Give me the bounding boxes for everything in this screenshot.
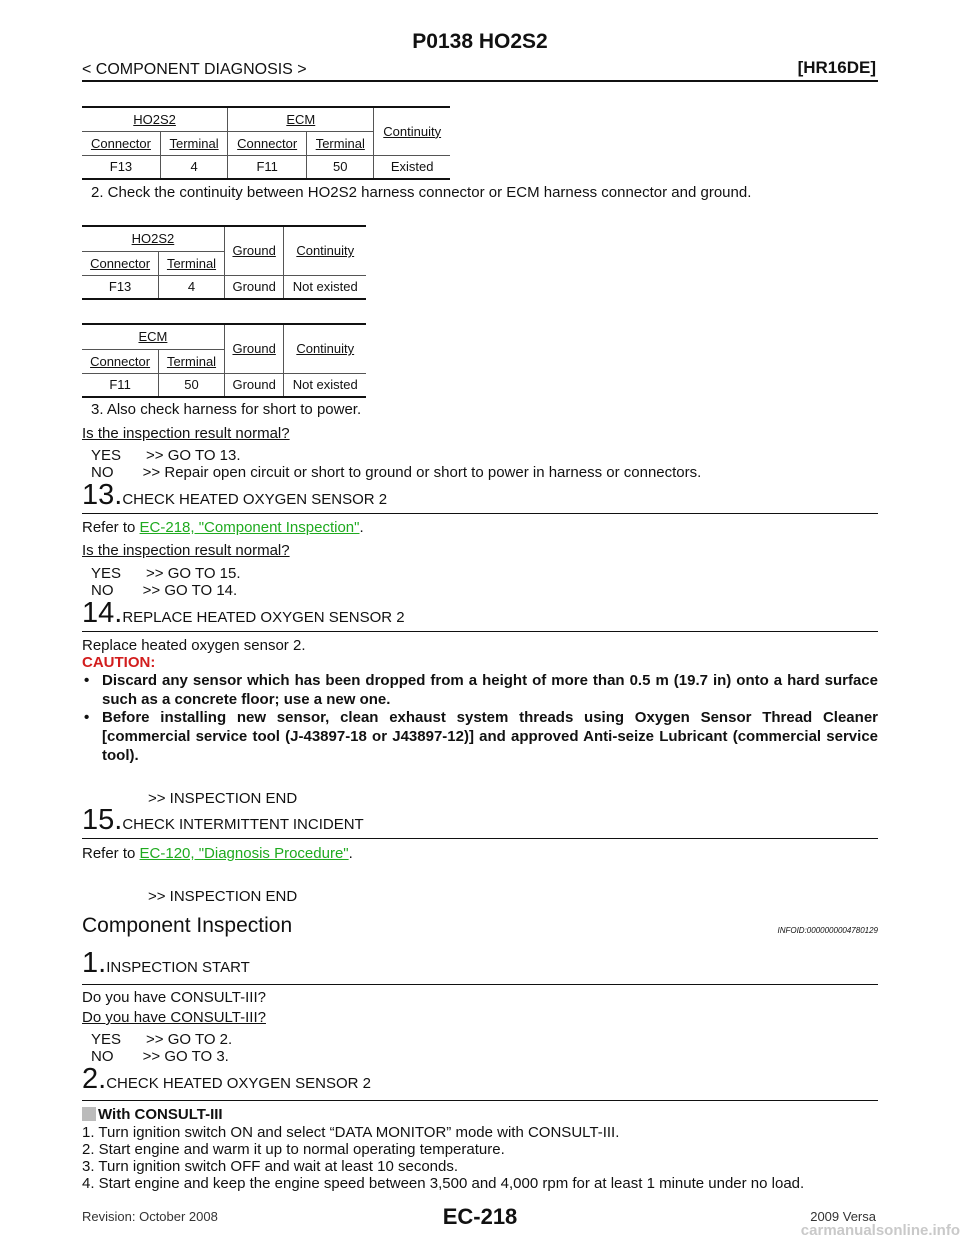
info-id: INFOID:0000000004780129 — [777, 926, 878, 935]
table-cell: 4 — [159, 275, 225, 299]
continuity-table-ho2s2-ground — [82, 225, 366, 300]
section-title: Component Inspection — [82, 914, 293, 937]
table-row — [82, 373, 366, 397]
component-step-2-heading — [82, 1063, 878, 1101]
section-label: < COMPONENT DIAGNOSIS > — [82, 61, 307, 78]
step-3-text: 3. Also check harness for short to power. — [91, 401, 362, 418]
step-13-heading — [82, 479, 878, 514]
step-label: CHECK HEATED OXYGEN SENSOR 2 — [106, 1075, 371, 1092]
refer-prefix: Refer to — [82, 519, 140, 536]
step-14-heading — [82, 597, 878, 632]
table-header-connector: Connector — [82, 131, 160, 155]
consult-question-underlined: Do you have CONSULT-III? — [82, 1009, 266, 1026]
table-header-connector: Connector — [228, 131, 307, 155]
vehicle-model: 2009 Versa — [810, 1209, 876, 1224]
table-cell: F13 — [82, 275, 159, 299]
table-cell: Ground — [224, 373, 284, 397]
refer-suffix: . — [348, 845, 353, 862]
component-step-1-heading — [82, 947, 878, 985]
table-cell: Existed — [390, 159, 434, 175]
table-cell: 4 — [160, 155, 227, 179]
diagnosis-procedure-link[interactable]: EC-120, "Diagnosis Procedure" — [139, 845, 349, 862]
table-cell: Ground — [224, 275, 284, 299]
inspection-question: Is the inspection result normal? — [82, 542, 290, 559]
table-header-ground: Ground — [224, 226, 284, 275]
table-header-continuity: Continuity — [284, 226, 366, 275]
caution-label: CAUTION: — [82, 654, 156, 671]
refer-prefix: Refer to — [82, 845, 140, 862]
bullet-icon: • — [84, 709, 90, 726]
caution-bullet — [84, 708, 878, 765]
inspection-end: >> INSPECTION END — [148, 790, 298, 807]
continuity-table-ho2s2-ecm — [82, 106, 450, 180]
caution-bullet — [84, 671, 878, 709]
with-consult-text: With CONSULT-III — [98, 1106, 223, 1123]
step-number: 14. — [82, 597, 123, 629]
inspection-question: Is the inspection result normal? — [82, 425, 290, 442]
table-cell: Not existed — [292, 279, 358, 295]
table-header-terminal: Terminal — [160, 131, 227, 155]
bullet-icon: • — [84, 672, 90, 689]
header-rule — [82, 80, 878, 82]
table-header-ecm: ECM — [228, 107, 374, 131]
table-header-connector: Connector — [82, 349, 159, 373]
table-cell: F11 — [228, 155, 307, 179]
yes-result: YES >> GO TO 15. — [91, 565, 241, 582]
consult-step: 2. Start engine and warm it up to normal operating temperature. — [82, 1141, 505, 1158]
table-header-terminal: Terminal — [159, 349, 225, 373]
with-consult-label — [82, 1106, 223, 1123]
yes-result: YES >> GO TO 13. — [91, 447, 241, 464]
table-header-connector: Connector — [82, 251, 159, 275]
step-number: 13. — [82, 479, 123, 511]
table-header-ground: Ground — [224, 324, 284, 373]
no-result: NO >> Repair open circuit or short to ground or short to power in harness or connectors. — [91, 464, 702, 481]
table-cell: 50 — [159, 373, 225, 397]
no-result: NO >> GO TO 3. — [91, 1048, 229, 1065]
consult-step: 4. Start engine and keep the engine speed between 3,500 and 4,000 rpm for at least 1 minute under no load. — [82, 1175, 805, 1192]
step-number: 1. — [82, 947, 107, 979]
caution-text: Discard any sensor which has been dropped from a height of more than 0.5 m (19.7 in) onto a hard surface such as a concrete floor; use a new one. — [102, 672, 878, 708]
refer-text — [82, 519, 364, 536]
consult-step: 1. Turn ignition switch ON and select “DATA MONITOR” mode with CONSULT-III. — [82, 1124, 620, 1141]
refer-suffix: . — [359, 519, 364, 536]
step-label: CHECK INTERMITTENT INCIDENT — [122, 816, 364, 833]
table-row — [82, 155, 450, 179]
inspection-end: >> INSPECTION END — [148, 888, 298, 905]
caution-text: Before installing new sensor, clean exhaust system threads using Oxygen Sensor Thread Cleaner [commercial service tool (J-43897-18 or J43897-12)] and approved Anti-seize Lubricant (commercial service tool). — [102, 709, 878, 764]
no-result: NO >> GO TO 14. — [91, 582, 238, 599]
yes-result: YES >> GO TO 2. — [91, 1031, 233, 1048]
table-cell: F13 — [82, 155, 160, 179]
consult-step: 3. Turn ignition switch OFF and wait at least 10 seconds. — [82, 1158, 459, 1175]
replace-text: Replace heated oxygen sensor 2. — [82, 637, 306, 654]
table-cell: 50 — [307, 155, 374, 179]
step-label: CHECK HEATED OXYGEN SENSOR 2 — [122, 491, 388, 508]
page-title: P0138 HO2S2 — [412, 30, 548, 53]
table-cell: Not existed — [292, 377, 358, 393]
component-inspection-link[interactable]: EC-218, "Component Inspection" — [139, 519, 360, 536]
step-2-text: 2. Check the continuity between HO2S2 harness connector or ECM harness connector and ground. — [91, 184, 752, 201]
watermark: carmanualsonline.info — [800, 1222, 960, 1239]
table-header-continuity: Continuity — [284, 324, 366, 373]
table-row — [82, 275, 366, 299]
step-number: 15. — [82, 804, 123, 836]
step-label: REPLACE HEATED OXYGEN SENSOR 2 — [122, 609, 405, 626]
step-number: 2. — [82, 1063, 107, 1095]
engine-code: [HR16DE] — [797, 58, 876, 77]
table-header-terminal: Terminal — [159, 251, 225, 275]
revision-date: Revision: October 2008 — [82, 1209, 218, 1224]
table-header-terminal: Terminal — [307, 131, 374, 155]
page-number: EC-218 — [442, 1204, 518, 1229]
table-header-continuity: Continuity — [374, 107, 450, 155]
table-cell: F11 — [82, 373, 159, 397]
table-header-ho2s2: HO2S2 — [82, 226, 224, 251]
step-label: INSPECTION START — [106, 959, 250, 976]
table-header-ho2s2: HO2S2 — [82, 107, 228, 131]
step-15-heading — [82, 804, 878, 839]
continuity-table-ecm-ground — [82, 323, 366, 398]
consult-icon — [82, 1107, 96, 1121]
table-header-ecm: ECM — [82, 324, 224, 349]
refer-text — [82, 845, 353, 862]
consult-question: Do you have CONSULT-III? — [82, 989, 266, 1006]
